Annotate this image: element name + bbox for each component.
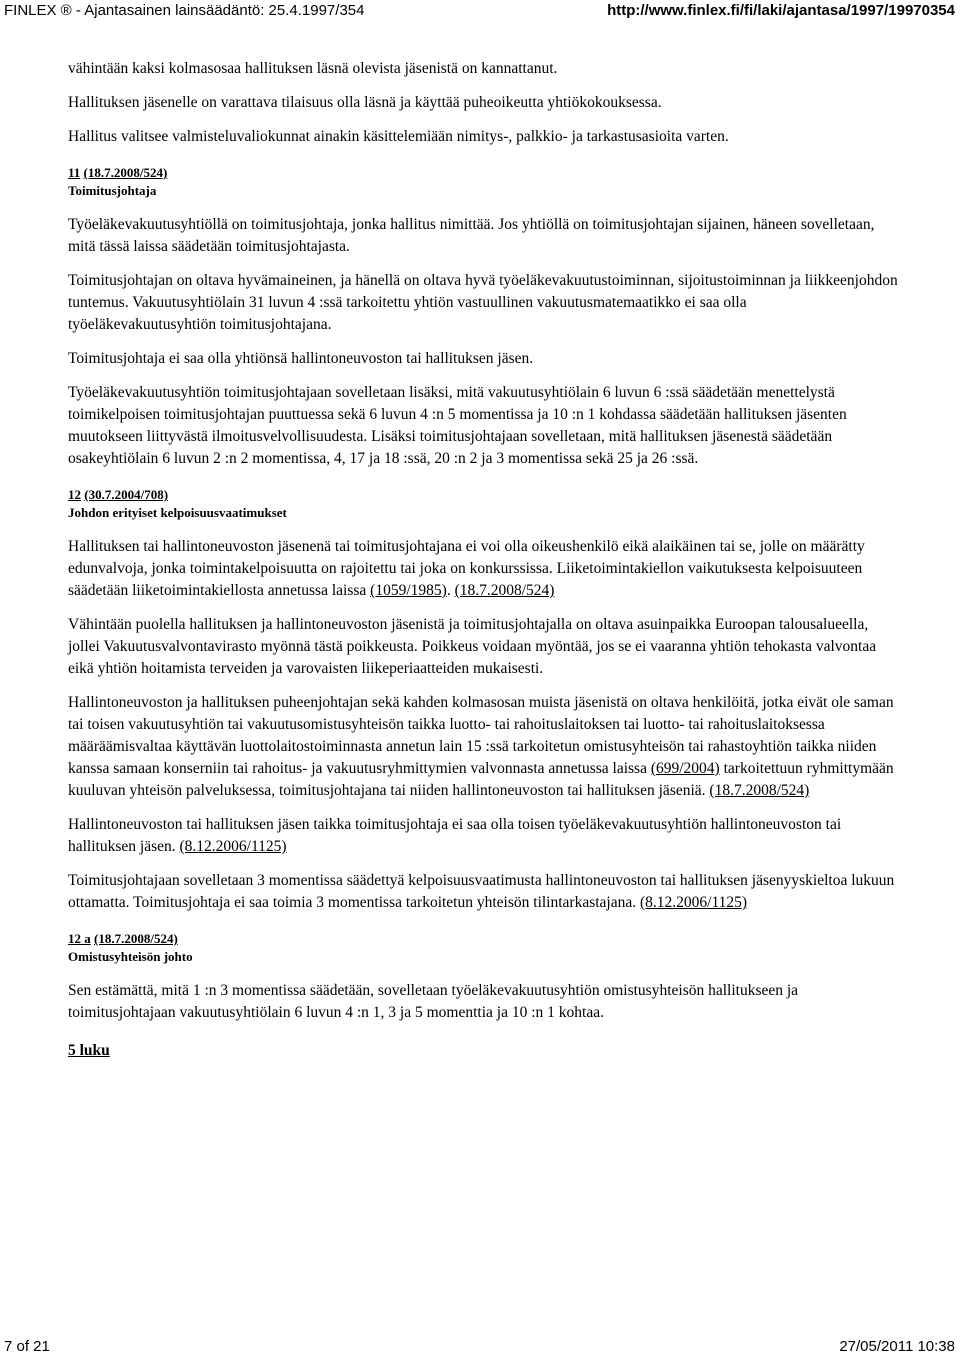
paragraph bbox=[68, 814, 898, 858]
paragraph bbox=[68, 692, 898, 802]
paragraph: Toimitusjohtaja ei saa olla yhtiönsä hallintoneuvoston tai hallituksen jäsen. bbox=[68, 350, 534, 367]
paragraph-text: Hallintoneuvoston ja hallituksen puheenjohtajan sekä kahden kolmasosan muista jäsenistä on oltava henkilöitä, jotka eivät ole saman tai toisen vakuutusyhtiön tai vakuutusomistusyhteisön taikka luotto- tai rahoituslaitoksen tai luotto- tai rahoituslaitoksessa määräämisvaltaa käyttävän luottolaitostoiminnasta annetun lain 15 :ssä tarkoitetun omistusyhteisön tai rahastoyhtiön taikka niiden kanssa samaan konserniin tai rahoitus- ja vakuutusryhmittymien valvonnasta annetussa laissa bbox=[68, 694, 894, 777]
paragraph: Hallituksen jäsenelle on varattava tilaisuus olla läsnä ja käyttää puheoikeutta yhtiökokouksessa. bbox=[68, 94, 662, 111]
section-11-heading bbox=[68, 164, 898, 200]
paragraph-text: tarkoitettuun ryhmittymään kuuluvan yhteisön palveluksessa, toimitusjohtajana tai niiden hallintoneuvoston tai hallituksen jäseniä. bbox=[68, 760, 894, 799]
section-11-link[interactable]: 11 bbox=[68, 165, 81, 180]
section-12a-amendment-link[interactable]: (18.7.2008/524) bbox=[94, 931, 178, 946]
browser-print-header bbox=[0, 0, 960, 22]
print-timestamp: 27/05/2011 10:38 bbox=[839, 1338, 955, 1355]
section-number-line bbox=[68, 930, 898, 948]
paragraph bbox=[68, 536, 898, 602]
section-12-amendment-link[interactable]: (30.7.2004/708) bbox=[84, 487, 169, 502]
statute-link[interactable]: (1059/1985) bbox=[370, 582, 447, 599]
paragraph: Sen estämättä, mitä 1 :n 3 momentissa säädetään, sovelletaan työeläkevakuutusyhtiön omistusyhteisön hallitukseen ja toimitusjohtajaan vakuutusyhtiölain 6 luvun 4 :n 1, 3 ja 5 momenttia ja 10 :n 1 kohtaa. bbox=[68, 982, 799, 1021]
paragraph-text: Toimitusjohtajaan sovelletaan 3 momentissa säädettyä kelpoisuusvaatimusta hallintoneuvoston tai hallituksen jäsenyyskieltoa lukuun ottamatta. Toimitusjohtaja ei saa toimia 3 momentissa tarkoitetun yhteisön tilintarkastajana. bbox=[68, 872, 895, 911]
paragraph-text: Hallituksen tai hallintoneuvoston jäsenenä tai toimitusjohtajana ei voi olla oikeushenkilö eikä alaikäinen tai se, jolle on määrätty edunvalvoja, jonka toimintakelpoisuutta on rajoitettu tai joka on konkurssissa. Liiketoimintakiellon vaikutuksesta kelpoisuuteen säädetään liiketoimintakiellosta annetussa laissa bbox=[68, 538, 865, 599]
paragraph: Työeläkevakuutusyhtiöllä on toimitusjohtaja, jonka hallitus nimittää. Jos yhtiöllä on toimitusjohtajan sijainen, häneen sovelletaan, mitä tässä laissa säädetään toimitusjohtajasta. bbox=[68, 216, 875, 255]
amendment-link[interactable]: (8.12.2006/1125) bbox=[640, 894, 748, 911]
section-number-line bbox=[68, 486, 898, 504]
amendment-link[interactable]: (8.12.2006/1125) bbox=[179, 838, 287, 855]
print-header-title: FINLEX ® - Ajantasainen lainsäädäntö: 25.4.1997/354 bbox=[4, 2, 365, 19]
paragraph: Hallitus valitsee valmisteluvaliokunnat ainakin käsittelemiään nimitys-, palkkio- ja tarkastusasioita varten. bbox=[68, 128, 729, 145]
document-body bbox=[68, 58, 898, 1062]
chapter-5-link[interactable]: 5 luku bbox=[68, 1042, 110, 1059]
paragraph: Työeläkevakuutusyhtiön toimitusjohtajaan sovelletaan lisäksi, mitä vakuutusyhtiölain 6 luvun 6 :ssä säädetään menettelystä toimikelpoisen toimitusjohtajan puuttuessa sekä 6 luvun 4 :n 5 momentissa ja 10 :n 1 kohdassa säädetään hallituksen jäsenten muutokseen liittyvästä ilmoitusvelvollisuudesta. Lisäksi toimitusjohtajaan sovelletaan, mitä hallituksen jäsenestä säädetään osakeyhtiölain 6 luvun 2 :n 2 momentissa, 4, 17 ja 18 :ssä, 20 :n 2 ja 3 momentissa sekä 25 ja 26 :ssä. bbox=[68, 384, 847, 467]
paragraph: vähintään kaksi kolmasosaa hallituksen läsnä olevista jäsenistä on kannattanut. bbox=[68, 60, 558, 77]
paragraph-text: Hallintoneuvoston tai hallituksen jäsen taikka toimitusjohtaja ei saa olla toisen työeläkevakuutusyhtiön hallintoneuvoston tai hallituksen jäsen. bbox=[68, 816, 842, 855]
section-12a-title: Omistusyhteisön johto bbox=[68, 949, 193, 964]
section-12a-heading bbox=[68, 930, 898, 966]
paragraph: Toimitusjohtajan on oltava hyvämaineinen, ja hänellä on oltava hyvä työeläkevakuutustoiminnan, sijoitustoiminnan ja liikkeenjohdon tuntemus. Vakuutusyhtiölain 31 luvun 4 :ssä tarkoitettu yhtiön vastuullinen vakuutusmatemaatikko ei saa olla työeläkevakuutusyhtiön toimitusjohtajana. bbox=[68, 272, 898, 333]
section-12-title: Johdon erityiset kelpoisuusvaatimukset bbox=[68, 505, 287, 520]
browser-print-footer bbox=[0, 1338, 960, 1357]
section-12-heading bbox=[68, 486, 898, 522]
section-11-amendment-link[interactable]: (18.7.2008/524) bbox=[83, 165, 168, 180]
print-header-url: http://www.finlex.fi/fi/laki/ajantasa/1997/19970354 bbox=[607, 2, 955, 19]
section-number-line bbox=[68, 164, 898, 182]
paragraph: Vähintään puolella hallituksen ja hallintoneuvoston jäsenistä ja toimitusjohtajalla on oltava asuinpaikka Euroopan talousalueella, jollei Vakuutusvalvontavirasto myönnä tästä poikkeusta. Poikkeus voidaan myöntää, jos se ei vaaranna yhtiön tehokasta valvontaa eikä yhtiön hoitamista terveiden ja varovaisten liikeperiaatteiden mukaisesti. bbox=[68, 616, 877, 677]
amendment-link[interactable]: (18.7.2008/524) bbox=[709, 782, 810, 799]
paragraph bbox=[68, 870, 898, 914]
chapter-heading bbox=[68, 1040, 898, 1062]
amendment-link[interactable]: (18.7.2008/524) bbox=[454, 582, 555, 599]
section-12-link[interactable]: 12 bbox=[68, 487, 81, 502]
section-11-title: Toimitusjohtaja bbox=[68, 183, 157, 198]
page-counter: 7 of 21 bbox=[4, 1338, 50, 1355]
section-12a-link[interactable]: 12 a bbox=[68, 931, 91, 946]
separator: . bbox=[446, 582, 455, 599]
statute-link[interactable]: (699/2004) bbox=[650, 760, 720, 777]
